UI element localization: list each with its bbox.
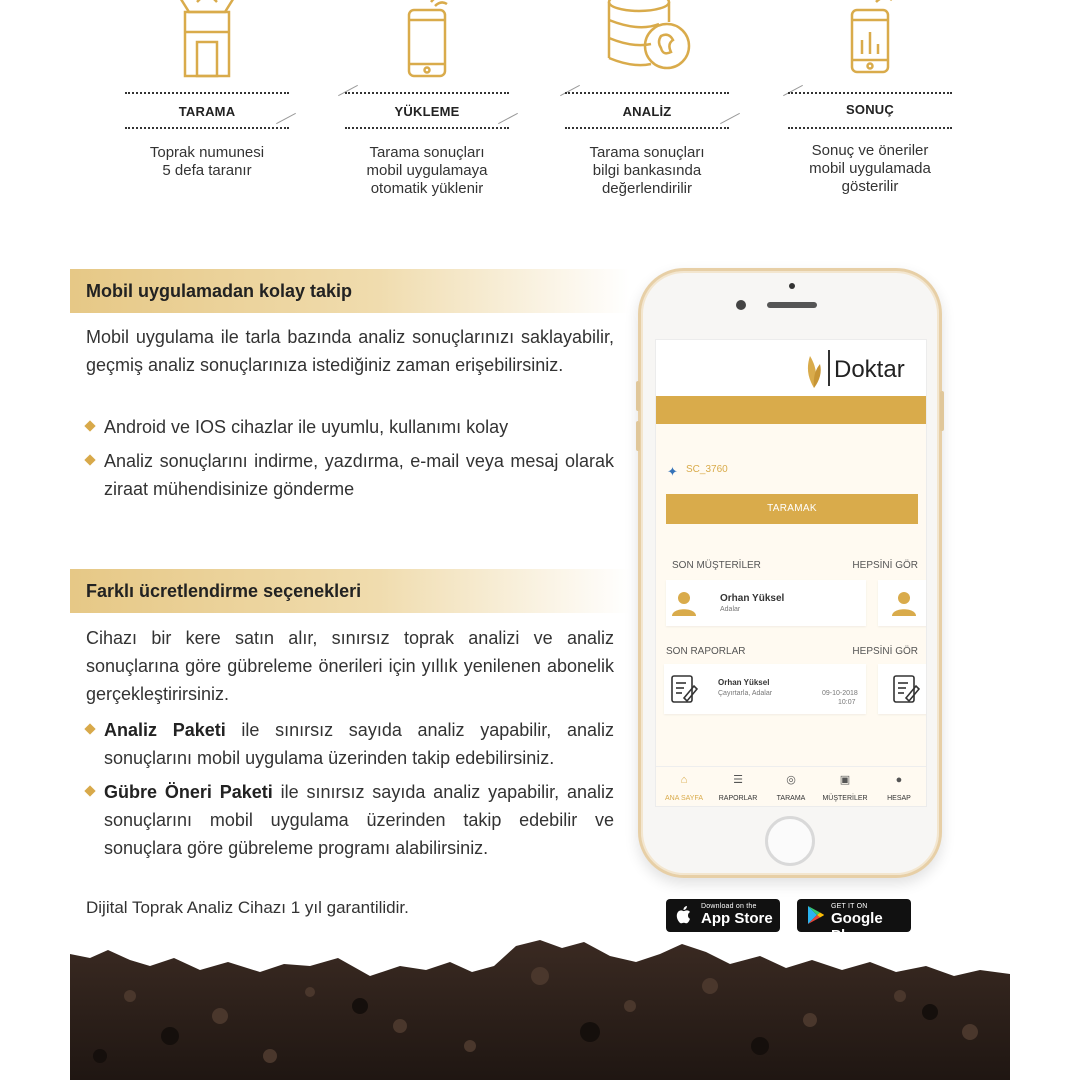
scan-button[interactable]: TARAMAK — [666, 494, 918, 524]
section-heading-mobile — [70, 269, 630, 313]
bottom-tab-bar — [656, 766, 926, 807]
apple-icon — [674, 904, 694, 926]
tab-hesap[interactable]: ● HESAP — [872, 771, 926, 802]
report-time: 10:07 — [838, 699, 856, 706]
report-card[interactable] — [664, 664, 866, 714]
see-all-customers-link[interactable]: HEPSİNİ GÖR — [852, 560, 918, 571]
report-icon — [892, 674, 920, 704]
recent-reports-label: SON RAPORLAR — [666, 646, 746, 657]
report-place: Çayırtarla, Adalar — [718, 690, 773, 697]
account-icon: ● — [895, 774, 903, 786]
google-play-badge[interactable]: GET IT ON Google Play — [797, 899, 911, 932]
tab-raporlar[interactable]: ☰ RAPORLAR — [711, 771, 765, 802]
user-avatar-icon — [890, 589, 918, 617]
bullet-item: Gübre Öneri Paketi ile sınırsız sayıda analiz yapabilir, analiz sonuçlarını mobil uygulama üzerinden takip edebilir ve sonuçlara göre gübreleme programı alabilirsiniz. — [86, 778, 614, 862]
customers-icon: ▣ — [839, 774, 851, 786]
google-play-icon — [805, 904, 825, 926]
step-description: Sonuç ve öneriler mobil uygulamada gösterilir — [809, 142, 931, 195]
app-store-badge[interactable]: Download on the App Store — [666, 899, 780, 932]
section-paragraph: Cihazı bir kere satın alır, sınırsız toprak analizi ve analiz sonuçlarına göre gübreleme önerileri için yıllık yenilenen abonelik gerçekleştirirsiniz. — [86, 628, 614, 704]
speaker-icon — [767, 302, 817, 308]
report-icon — [670, 674, 698, 704]
phone-upload-icon — [387, 0, 467, 80]
report-customer-name: Orhan Yüksel — [718, 678, 770, 687]
step-description: Tarama sonuçları mobil uygulamaya otomatik yüklenir — [366, 144, 488, 197]
step-title: ANALİZ — [622, 104, 672, 119]
soil-image — [70, 936, 1010, 1080]
step-description: Tarama sonuçları bilgi bankasında değerlendirilir — [589, 144, 705, 197]
section-heading-text: Mobil uygulamadan kolay takip — [86, 281, 353, 301]
scanner-device-icon — [167, 0, 247, 80]
step-title: SONUÇ — [846, 102, 894, 117]
diamond-bullet-icon — [84, 785, 95, 796]
user-avatar-icon — [670, 589, 698, 617]
customer-card[interactable] — [666, 580, 866, 626]
bluetooth-icon: ✦ — [667, 464, 678, 479]
step-description: Toprak numunesi 5 defa taranır — [149, 144, 265, 179]
phone-chart-icon — [830, 0, 910, 80]
tab-musteriler[interactable]: ▣ MÜŞTERİLER — [818, 771, 872, 802]
home-icon: ⌂ — [680, 774, 688, 786]
report-icon: ☰ — [733, 774, 743, 786]
phone-mockup — [638, 268, 942, 878]
section-heading-text: Farklı ücretlendirme seçenekleri — [86, 581, 362, 601]
customer-name: Orhan Yüksel — [720, 593, 785, 604]
app-brand: Doktar — [834, 356, 905, 383]
scan-icon: ◎ — [786, 774, 796, 786]
header-band — [656, 396, 926, 424]
step-title: YÜKLEME — [394, 104, 460, 119]
bullet-item: Analiz sonuçlarını indirme, yazdırma, e-mail veya mesaj olarak ziraat mühendisinize gönderme — [86, 447, 614, 503]
warranty-note: Dijital Toprak Analiz Cihazı 1 yıl garantilidir. — [86, 898, 409, 917]
diamond-bullet-icon — [84, 420, 95, 431]
app-screen — [655, 339, 927, 807]
bullet-item: Android ve IOS cihazlar ile uyumlu, kullanımı kolay — [86, 413, 614, 441]
tab-ana-sayfa[interactable]: ⌂ ANA SAYFA — [657, 771, 711, 802]
database-icon — [597, 0, 697, 80]
customer-card[interactable] — [878, 580, 927, 626]
see-all-reports-link[interactable]: HEPSİNİ GÖR — [852, 646, 918, 657]
camera-icon — [736, 300, 746, 310]
bullet-item: Analiz Paketi ile sınırsız sayıda analiz yapabilir, analiz sonuçlarını mobil uygulama üzerinden takip edebilirsiniz. — [86, 716, 614, 772]
diamond-bullet-icon — [84, 454, 95, 465]
tab-tarama[interactable]: ◎ TARAMA — [764, 771, 818, 802]
app-header — [656, 340, 926, 396]
home-button[interactable] — [765, 816, 815, 866]
device-id[interactable]: SC_3760 — [686, 464, 728, 475]
report-card[interactable] — [878, 664, 927, 714]
customer-place: Adalar — [720, 606, 741, 613]
section-heading-pricing — [70, 569, 630, 613]
section-paragraph: Mobil uygulama ile tarla bazında analiz sonuçlarınızı saklayabilir, geçmiş analiz sonuçlarınıza istediğiniz zaman erişebilirsiniz. — [86, 327, 614, 375]
step-title: TARAMA — [178, 104, 236, 119]
recent-customers-label: SON MÜŞTERİLER — [672, 560, 761, 571]
diamond-bullet-icon — [84, 723, 95, 734]
wheat-logo-icon — [804, 352, 824, 390]
report-date: 09-10-2018 — [822, 690, 858, 697]
